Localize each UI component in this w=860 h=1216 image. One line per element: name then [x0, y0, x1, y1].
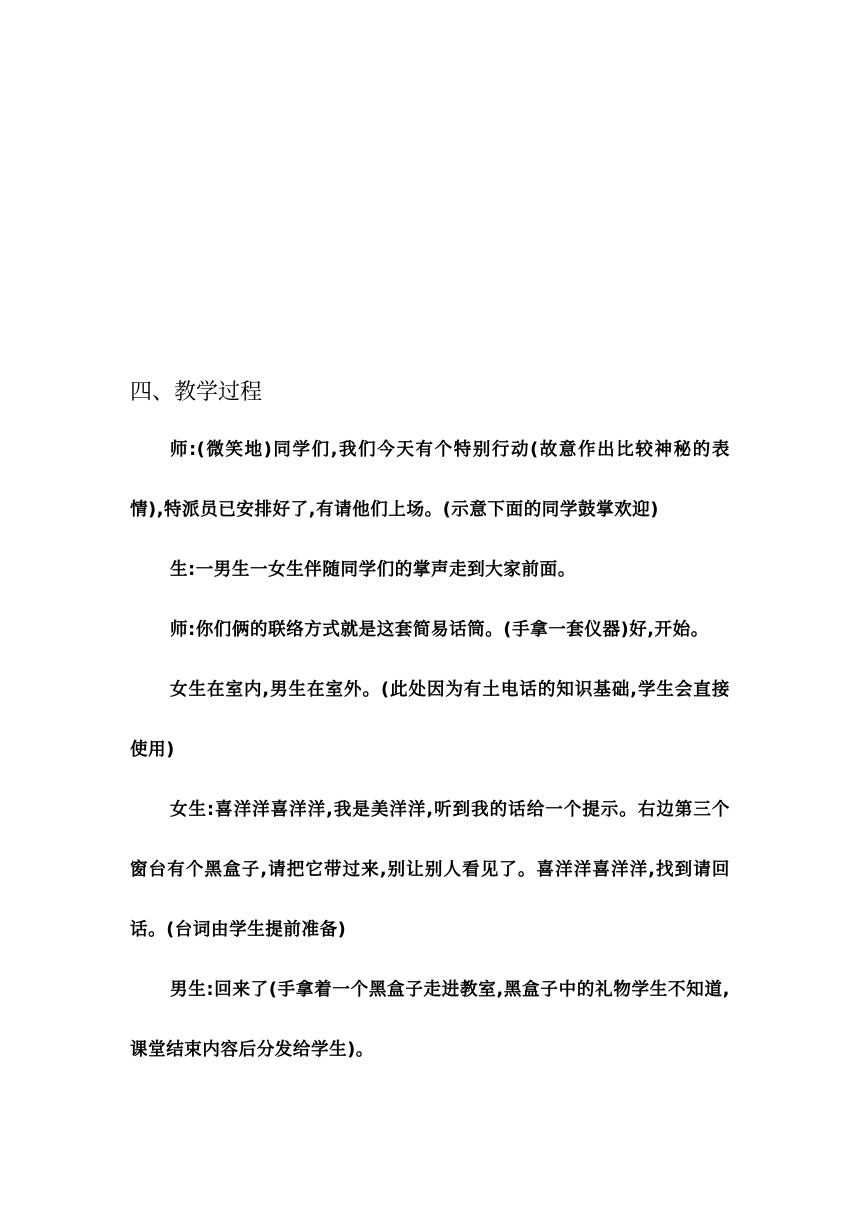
section-heading: 四、教学过程 — [130, 380, 263, 405]
paragraph-teacher-device: 师:你们俩的联络方式就是这套简易话筒。(手拿一套仪器)好,开始。 — [170, 620, 709, 640]
paragraph-boy-returns: 男生:回来了(手拿着一个黑盒子走进教室,黑盒子中的礼物学生不知道,课堂结束内容后分发给学生)。 — [130, 980, 730, 1060]
paragraph-girl-speech: 女生:喜洋洋喜洋洋,我是美洋洋,听到我的话给一个提示。右边第三个窗台有个黑盒子,请把它带过来,别让别人看见了。喜洋洋喜洋洋,找到请回话。(台词由学生提前准备) — [130, 800, 730, 940]
paragraph-students-enter: 生:一男生一女生伴随同学们的掌声走到大家前面。 — [170, 560, 576, 580]
paragraph-positions: 女生在室内,男生在室外。(此处因为有土电话的知识基础,学生会直接使用) — [130, 680, 730, 760]
document-body — [130, 420, 730, 1080]
paragraph-teacher-intro: 师:(微笑地)同学们,我们今天有个特别行动(故意作出比较神秘的表情),特派员已安排好了,有请他们上场。(示意下面的同学鼓掌欢迎) — [130, 440, 730, 520]
